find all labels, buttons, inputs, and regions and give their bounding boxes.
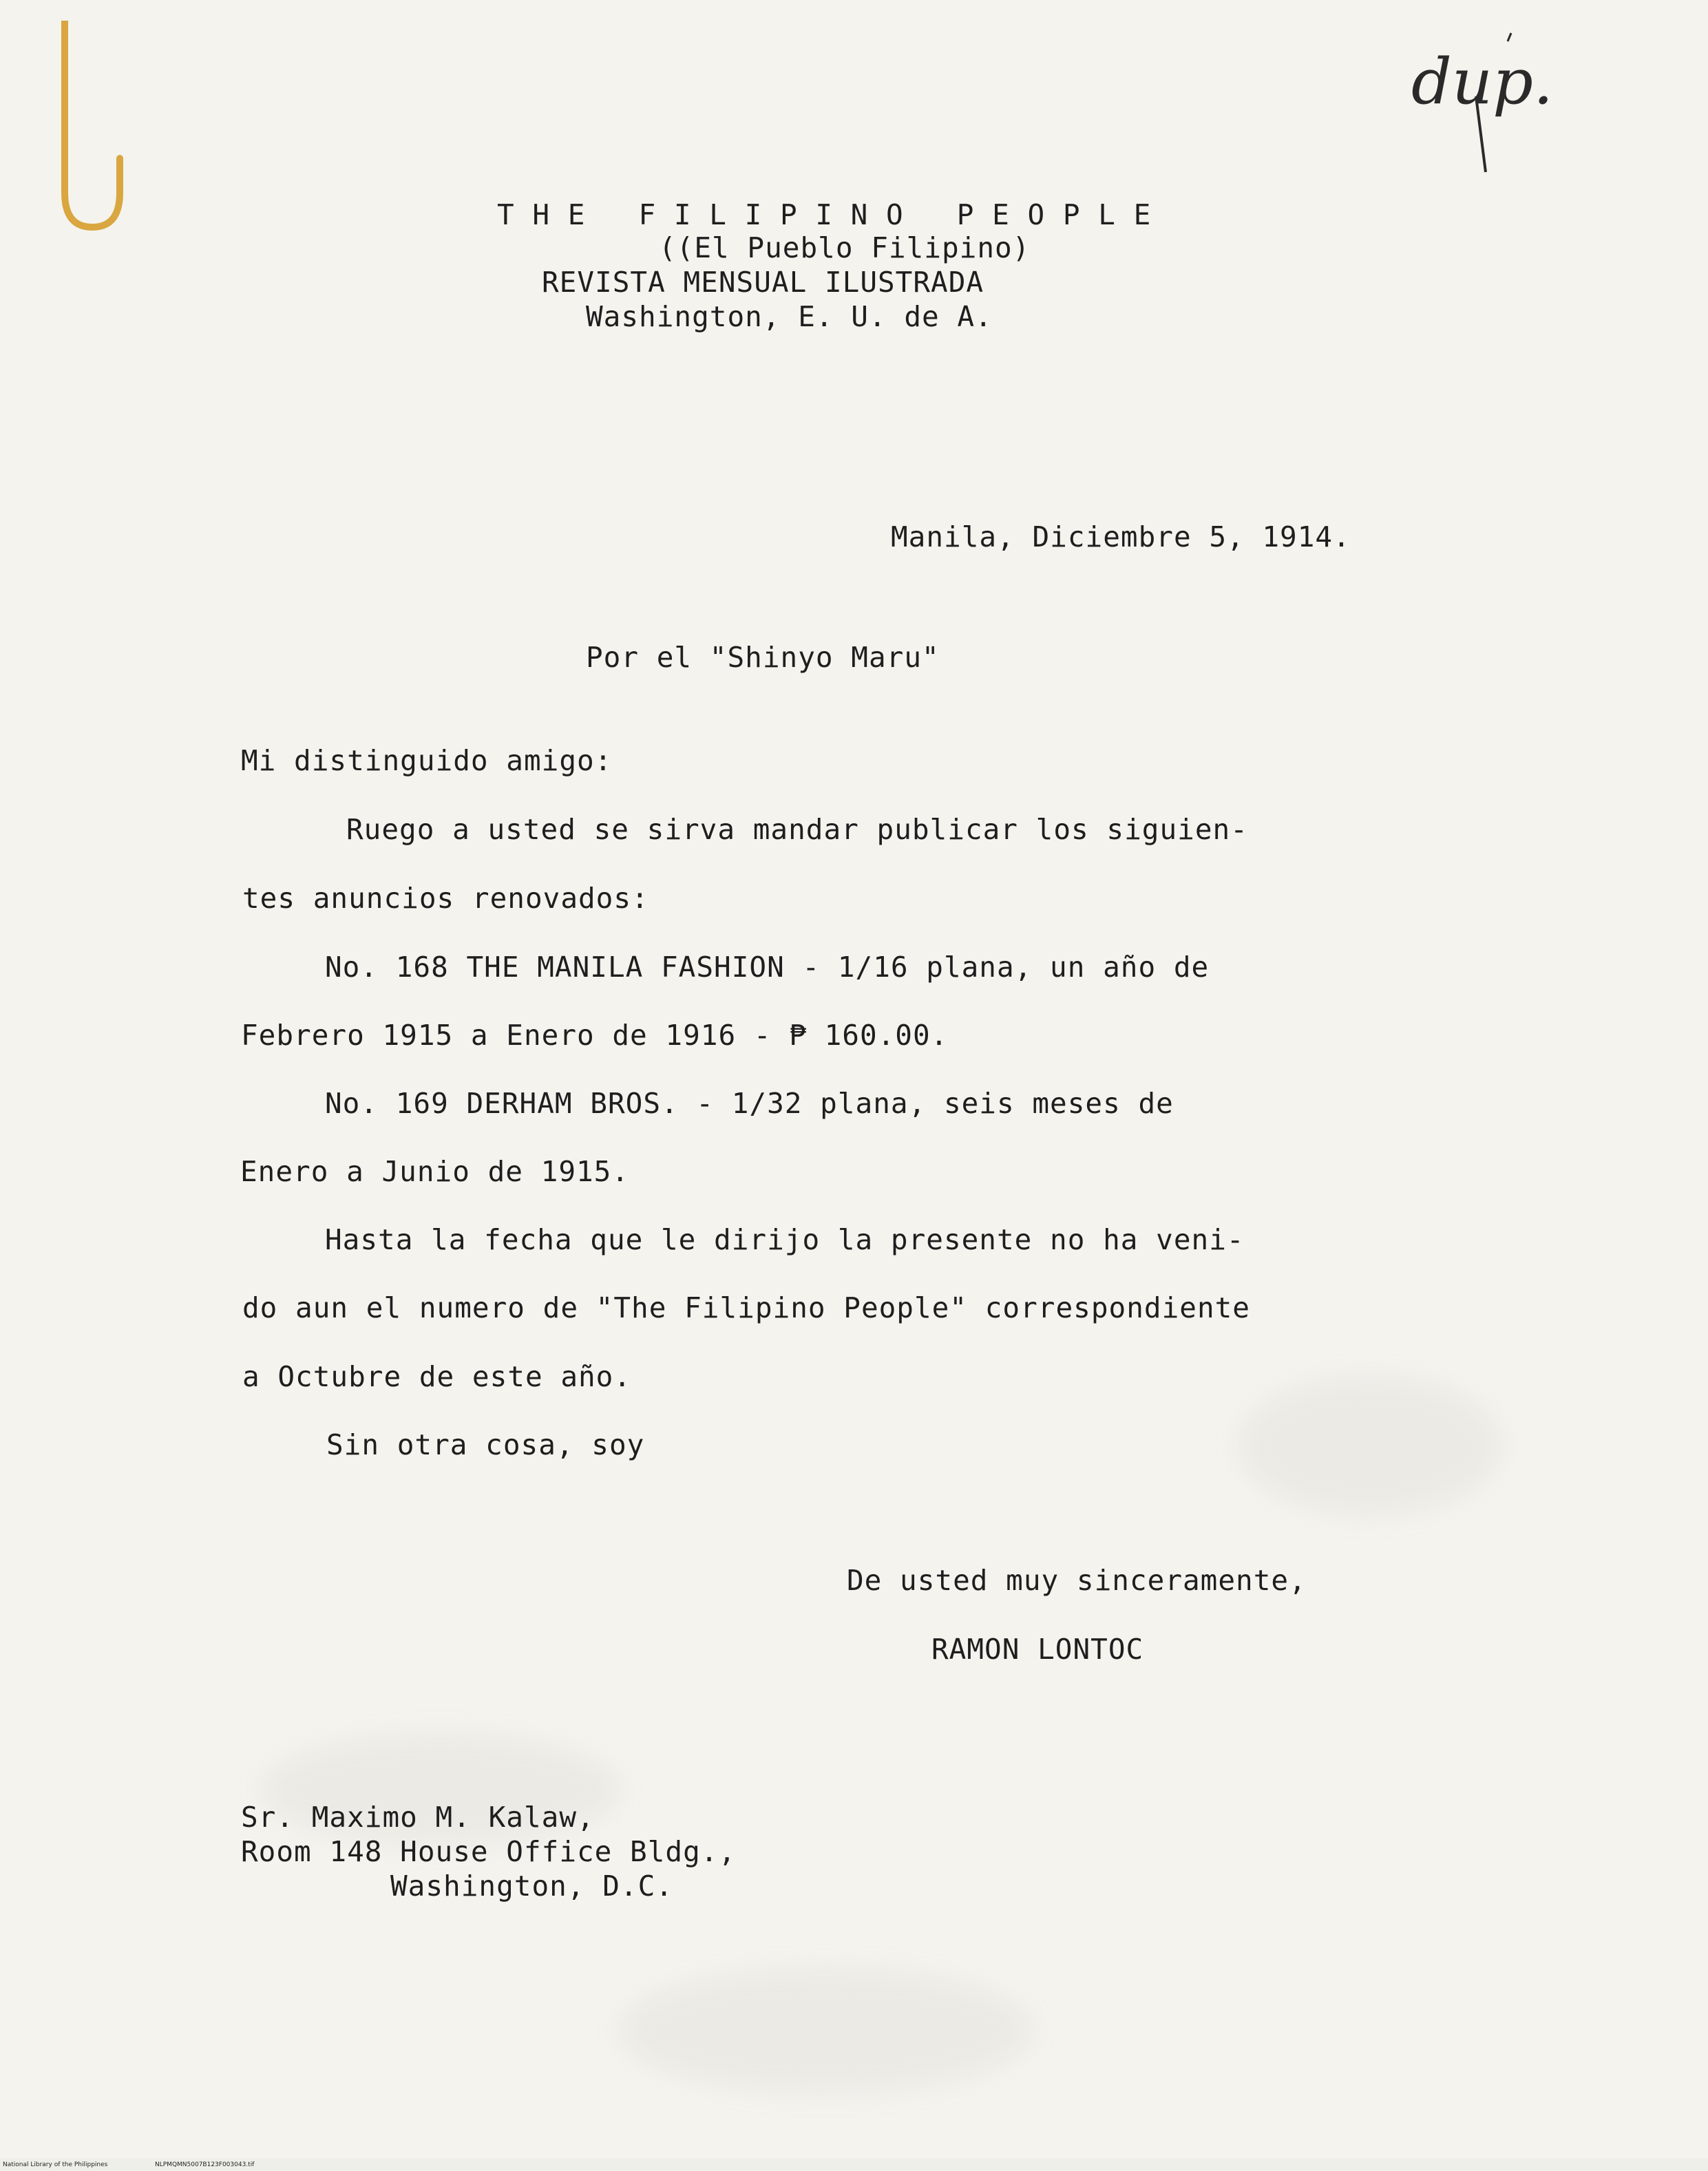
body-line: Hasta la fecha que le dirijo la presente no ha veni-	[325, 1223, 1245, 1256]
body-line: a Octubre de este año.	[242, 1360, 632, 1393]
masthead-title: T H E F I L I P I N O P E O P L E	[497, 198, 1152, 231]
ad-item-168-detail: Febrero 1915 a Enero de 1916 - ₱ 160.00.	[241, 1019, 949, 1052]
ad-item-169-detail: Enero a Junio de 1915.	[240, 1155, 630, 1188]
body-line: tes anuncios renovados:	[242, 882, 649, 915]
addressee-city: Washington, D.C.	[390, 1870, 673, 1903]
footer-file-id: NLPMQMN5007B123F003043.tif	[155, 2161, 255, 2168]
body-line: Ruego a usted se sirva mandar publicar los siguien-	[346, 813, 1248, 846]
masthead-tagline: REVISTA MENSUAL ILUSTRADA	[542, 266, 984, 299]
svg-text:dup.: dup.	[1411, 45, 1554, 118]
ad-item-168: No. 168 THE MANILA FASHION - 1/16 plana, un año de	[325, 951, 1210, 984]
body-line: Sin otra cosa, soy	[326, 1428, 645, 1461]
footer-institution: National Library of the Philippines	[3, 2161, 108, 2168]
addressee-name: Sr. Maximo M. Kalaw,	[241, 1801, 595, 1834]
date-line: Manila, Diciembre 5, 1914.	[891, 520, 1351, 553]
masthead-subtitle: ((El Pueblo Filipino)	[659, 231, 1031, 264]
ad-item-169: No. 169 DERHAM BROS. - 1/32 plana, seis meses de	[325, 1087, 1174, 1120]
signatory: RAMON LONTOC	[931, 1633, 1144, 1666]
salutation: Mi distinguido amigo:	[241, 744, 613, 777]
closing: De usted muy sinceramente,	[847, 1564, 1307, 1597]
addressee-address: Room 148 House Office Bldg.,	[241, 1835, 737, 1868]
paper-smudge	[620, 1969, 1033, 2093]
body-line: do aun el numero de "The Filipino People" correspondiente	[242, 1291, 1250, 1324]
masthead-location: Washington, E. U. de A.	[586, 300, 993, 333]
scan-footer-band	[0, 2159, 1708, 2171]
handwritten-dup-note	[1404, 28, 1597, 193]
paper-clip-mark	[50, 21, 132, 241]
via-line: Por el "Shinyo Maru"	[586, 641, 940, 674]
paper-smudge	[1239, 1377, 1501, 1514]
